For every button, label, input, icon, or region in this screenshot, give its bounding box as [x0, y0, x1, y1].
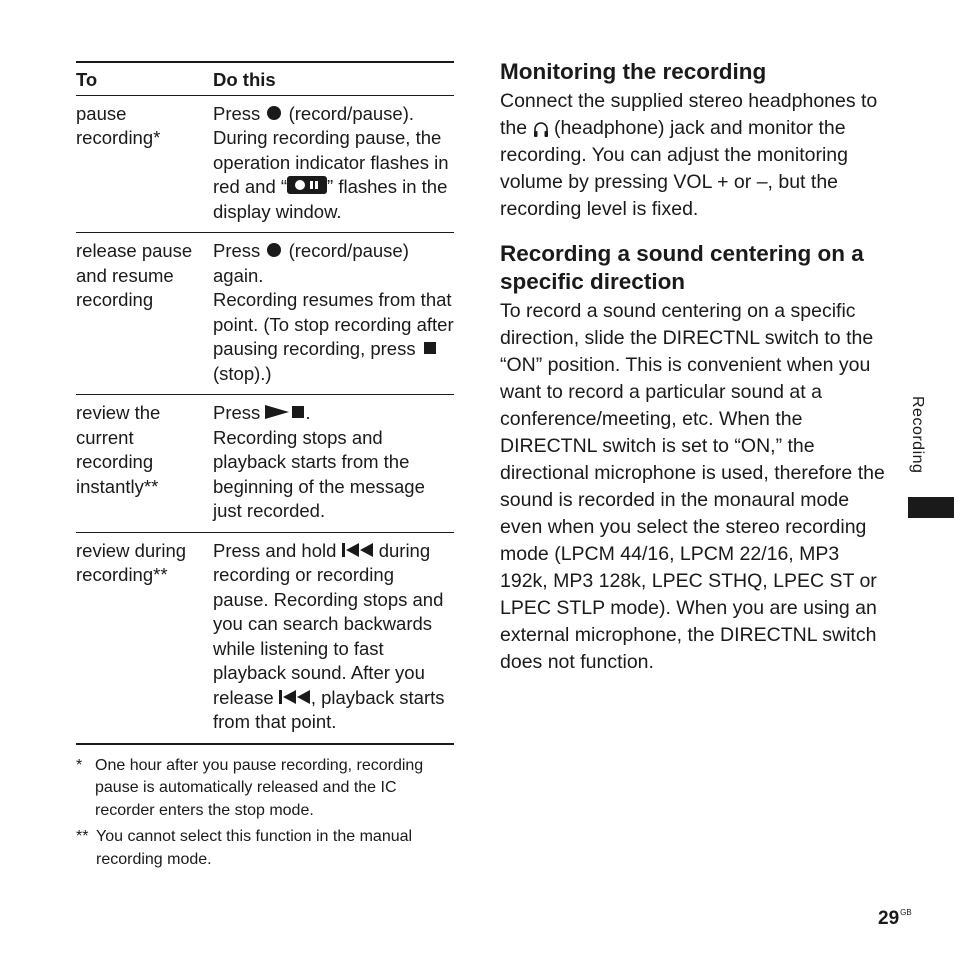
- footnote-text: One hour after you pause recording, recording pause is automatically released and the IC recorder enters the stop mode.: [95, 756, 424, 819]
- row-text: (record/pause) again.: [213, 240, 409, 286]
- monitoring-paragraph: [500, 88, 885, 223]
- row-do-cell: [213, 532, 454, 744]
- table-row: [76, 233, 454, 395]
- row-text: (stop).): [213, 362, 272, 384]
- operations-table: [76, 61, 454, 745]
- right-column: [500, 58, 885, 693]
- row-text: .: [305, 402, 311, 423]
- row-text: during recording or recording pause. Recording stops and you can search backwards while listening to fast playback sound. After you release: [213, 539, 444, 708]
- footnote: [76, 755, 454, 823]
- footnote-mark: *: [76, 756, 83, 774]
- page-number-value: 29: [878, 908, 900, 929]
- row-to-cell: review the current recording instantly**: [76, 395, 213, 533]
- header-to: To: [76, 62, 213, 95]
- table-row: [76, 395, 454, 533]
- row-do-cell: [213, 95, 454, 233]
- section-tab-marker: [908, 497, 954, 518]
- play-stop-icon: [265, 405, 305, 419]
- monitoring-heading: Monitoring the recording: [500, 59, 767, 84]
- row-text: Recording stops and playback starts from the beginning of the message just recorded.: [213, 426, 425, 521]
- row-text: Press: [213, 402, 261, 423]
- monitoring-text: Connect the supplied stereo headphones to the: [500, 90, 878, 139]
- header-do-this: Do this: [213, 62, 454, 95]
- page-number: [878, 908, 912, 930]
- footnote-mark: **: [76, 828, 89, 845]
- left-column: [76, 61, 454, 875]
- footnote: [76, 826, 454, 871]
- row-to-cell: release pause and resume recording: [76, 233, 213, 395]
- footnotes: [76, 755, 454, 872]
- row-text: ” flashes in the display window.: [213, 176, 448, 222]
- rewind-icon: [342, 543, 374, 557]
- record-dot-icon: [267, 106, 281, 120]
- row-text: Press: [213, 240, 261, 261]
- table-header-row: [76, 62, 454, 95]
- monitoring-text: (headphone) jack and monitor the recording. You can adjust the monitoring volume by pressing VOL + or –, but the recording level is fixed.: [500, 117, 848, 220]
- stop-square-icon: [424, 342, 436, 354]
- page-number-suffix: GB: [900, 908, 912, 917]
- row-to-cell: review during recording**: [76, 532, 213, 744]
- row-do-cell: [213, 395, 454, 533]
- row-text: Press: [213, 102, 261, 124]
- rewind-icon: [279, 690, 311, 704]
- row-text: Press and hold: [213, 539, 337, 561]
- footnote-text: You cannot select this function in the manual recording mode.: [96, 828, 413, 868]
- row-do-cell: [213, 233, 454, 395]
- section-side-label: Recording: [909, 396, 926, 474]
- table-row: [76, 95, 454, 233]
- record-pause-badge-icon: [287, 176, 327, 194]
- row-text: , playback starts from that point.: [213, 686, 445, 732]
- record-dot-icon: [267, 243, 281, 257]
- row-text: Recording resumes from that point. (To stop recording after pausing recording, press: [213, 289, 454, 359]
- directional-paragraph: To record a sound centering on a specific direction, slide the DIRECTNL switch to the “ON” position. This is convenient when you want to record a particular sound at a conference/meeting, etc. When the DIRECTNL switch is set to “ON,” the directional microphone is used, therefore the sound is recorded in the monaural mode even when you select the stereo recording mode (LPCM 44/16, LPCM 22/16, MP3 192k, MP3 128k, LPEC STHQ, LPEC ST or LPEC STLP mode). When you are using an external microphone, the DIRECTNL switch does not function.: [500, 300, 885, 673]
- table-row: [76, 532, 454, 744]
- row-text: (record/pause). During recording pause, the operation indicator flashes in red and “: [213, 102, 449, 197]
- row-to-cell: pause recording*: [76, 95, 213, 233]
- headphone-icon: [533, 121, 549, 138]
- directional-heading: Recording a sound centering on a specific direction: [500, 241, 864, 294]
